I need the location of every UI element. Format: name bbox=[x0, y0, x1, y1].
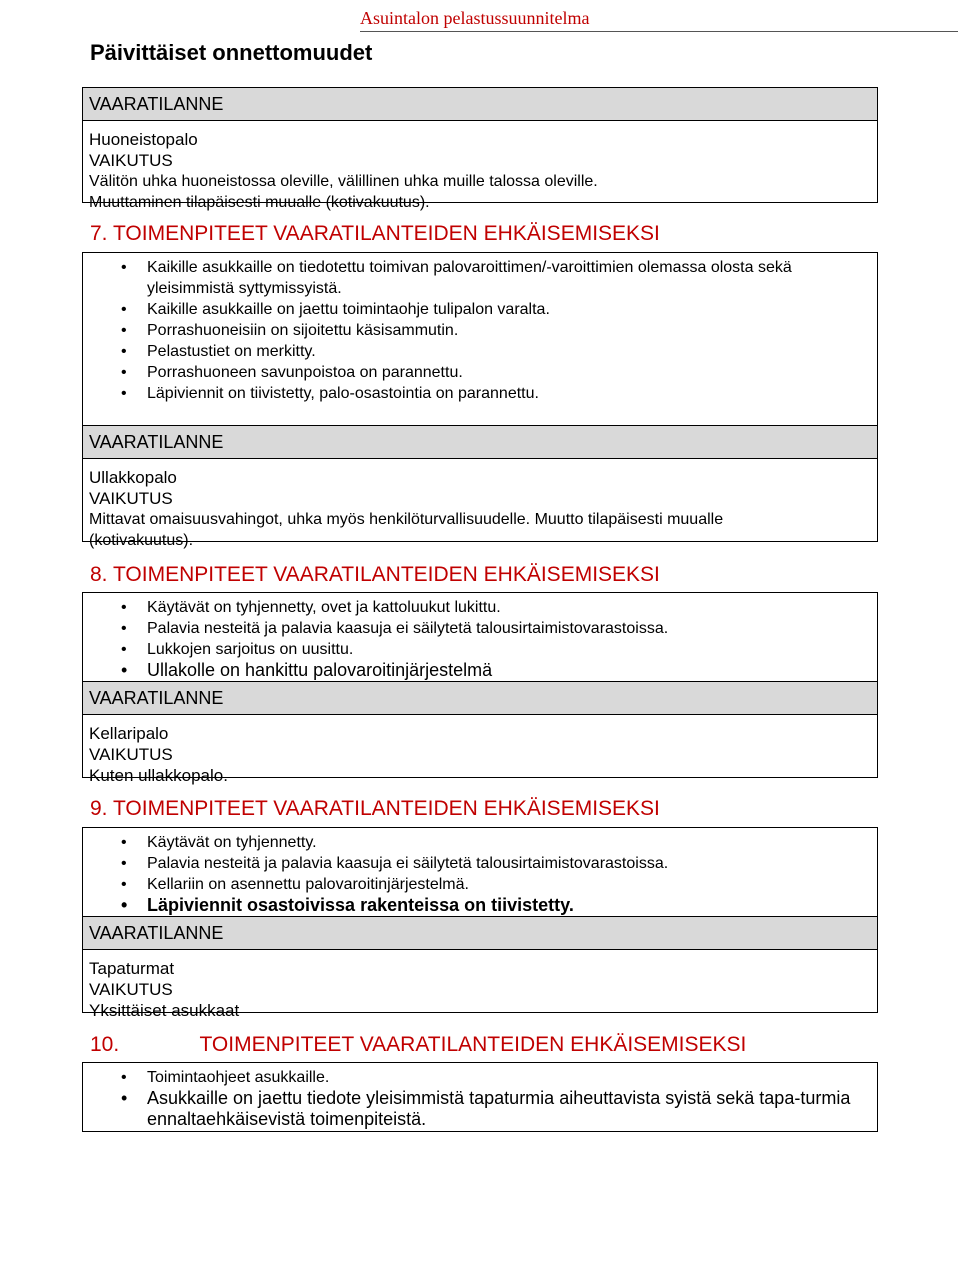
effect-line: Kuten ullakkopalo. bbox=[89, 766, 228, 785]
list-item: • Käytävät on tyhjennetty, ovet ja kattoluukut lukittu. bbox=[83, 597, 877, 618]
page-title: Päivittäiset onnettomuudet bbox=[90, 40, 373, 65]
list-item: • Läpiviennit osastoivissa rakenteissa on tiivistetty. bbox=[83, 895, 877, 916]
section-heading-7 bbox=[90, 222, 660, 246]
effect-line: Yksittäiset asukkaat bbox=[89, 1001, 240, 1020]
running-header: Asuintalon pelastussuunnitelma bbox=[360, 8, 590, 28]
measures-box-7 bbox=[82, 252, 878, 549]
list-item: • Käytävät on tyhjennetty. bbox=[83, 832, 877, 853]
measures-list bbox=[83, 828, 877, 920]
section-title: TOIMENPITEET VAARATILANTEIDEN EHKÄISEMISEKSI bbox=[112, 797, 660, 820]
hazard-name: Huoneistopalo bbox=[89, 130, 198, 149]
measures-box-8 bbox=[82, 592, 878, 785]
measures-list bbox=[83, 593, 877, 685]
hazard-name: Ullakkopalo bbox=[89, 468, 177, 487]
section-heading-9 bbox=[90, 797, 660, 821]
section-number: 10. bbox=[90, 1033, 120, 1056]
list-item: • Toimintaohjeet asukkaille. bbox=[83, 1067, 877, 1088]
hazard-label: VAARATILANNE bbox=[83, 425, 877, 459]
list-item: • Ullakolle on hankittu palovaroitinjärjestelmä bbox=[83, 660, 877, 681]
hazard-label: VAARATILANNE bbox=[83, 916, 877, 950]
list-item: • Kaikille asukkaille on tiedotettu toimivan palovaroittimen/-varoittimien olemassa olosta sekä yleisimmistä syttymissyistä. bbox=[83, 257, 877, 299]
list-item: • Porrashuoneen savunpoistoa on parannettu. bbox=[83, 362, 877, 383]
measures-list bbox=[83, 253, 877, 408]
hazard-label: VAARATILANNE bbox=[83, 681, 877, 715]
hazard-label: VAARATILANNE bbox=[83, 88, 877, 121]
effect-line: Välitön uhka huoneistossa oleville, välillinen uhka muille talossa oleville. bbox=[89, 173, 598, 190]
section-title: TOIMENPITEET VAARATILANTEIDEN EHKÄISEMISEKSI bbox=[112, 222, 660, 245]
measures-list bbox=[83, 1063, 877, 1134]
effect-label: VAIKUTUS bbox=[89, 980, 173, 999]
section-number: 9. bbox=[90, 797, 108, 820]
effect-line: (kotivakuutus). bbox=[89, 532, 194, 549]
section-number: 8. bbox=[90, 563, 108, 586]
hazard-name: Kellaripalo bbox=[89, 724, 169, 743]
list-item: • Pelastustiet on merkitty. bbox=[83, 341, 877, 362]
measures-box-9 bbox=[82, 827, 878, 1020]
list-item: • Palavia nesteitä ja palavia kaasuja ei säilytetä talousirtaimistovarastoissa. bbox=[83, 618, 877, 639]
list-item: • Lukkojen sarjoitus on uusittu. bbox=[83, 639, 877, 660]
list-item: • Kaikille asukkaille on jaettu toimintaohje tulipalon varalta. bbox=[83, 299, 877, 320]
effect-label: VAIKUTUS bbox=[89, 151, 173, 170]
effect-line: Mittavat omaisuusvahingot, uhka myös henkilöturvallisuudelle. Muutto tilapäisesti muualle bbox=[89, 511, 724, 528]
list-item: • Läpiviennit on tiivistetty, palo-osastointia on parannettu. bbox=[83, 383, 877, 404]
effect-label: VAIKUTUS bbox=[89, 745, 173, 764]
section-heading-8 bbox=[90, 563, 660, 587]
section-title: TOIMENPITEET VAARATILANTEIDEN EHKÄISEMISEKSI bbox=[199, 1033, 747, 1056]
hazard-name: Tapaturmat bbox=[89, 959, 175, 978]
list-item: • Porrashuoneisiin on sijoitettu käsisammutin. bbox=[83, 320, 877, 341]
section-heading-10 bbox=[90, 1033, 746, 1057]
effect-line: Muuttaminen tilapäisesti muualle (kotivakuutus). bbox=[89, 194, 430, 211]
measures-box-10 bbox=[82, 1062, 878, 1132]
section-number: 7. bbox=[90, 222, 108, 245]
list-item: • Palavia nesteitä ja palavia kaasuja ei säilytetä talousirtaimistovarastoissa. bbox=[83, 853, 877, 874]
list-item: • Asukkaille on jaettu tiedote yleisimmistä tapaturmia aiheuttavista syistä sekä tapa-turmia ennaltaehkäisevistä toimenpiteistä. bbox=[83, 1088, 877, 1130]
list-item: • Kellariin on asennettu palovaroitinjärjestelmä. bbox=[83, 874, 877, 895]
hazard-box-1 bbox=[82, 87, 878, 211]
section-title: TOIMENPITEET VAARATILANTEIDEN EHKÄISEMISEKSI bbox=[112, 563, 660, 586]
header-rule bbox=[360, 31, 958, 32]
effect-label: VAIKUTUS bbox=[89, 489, 173, 508]
